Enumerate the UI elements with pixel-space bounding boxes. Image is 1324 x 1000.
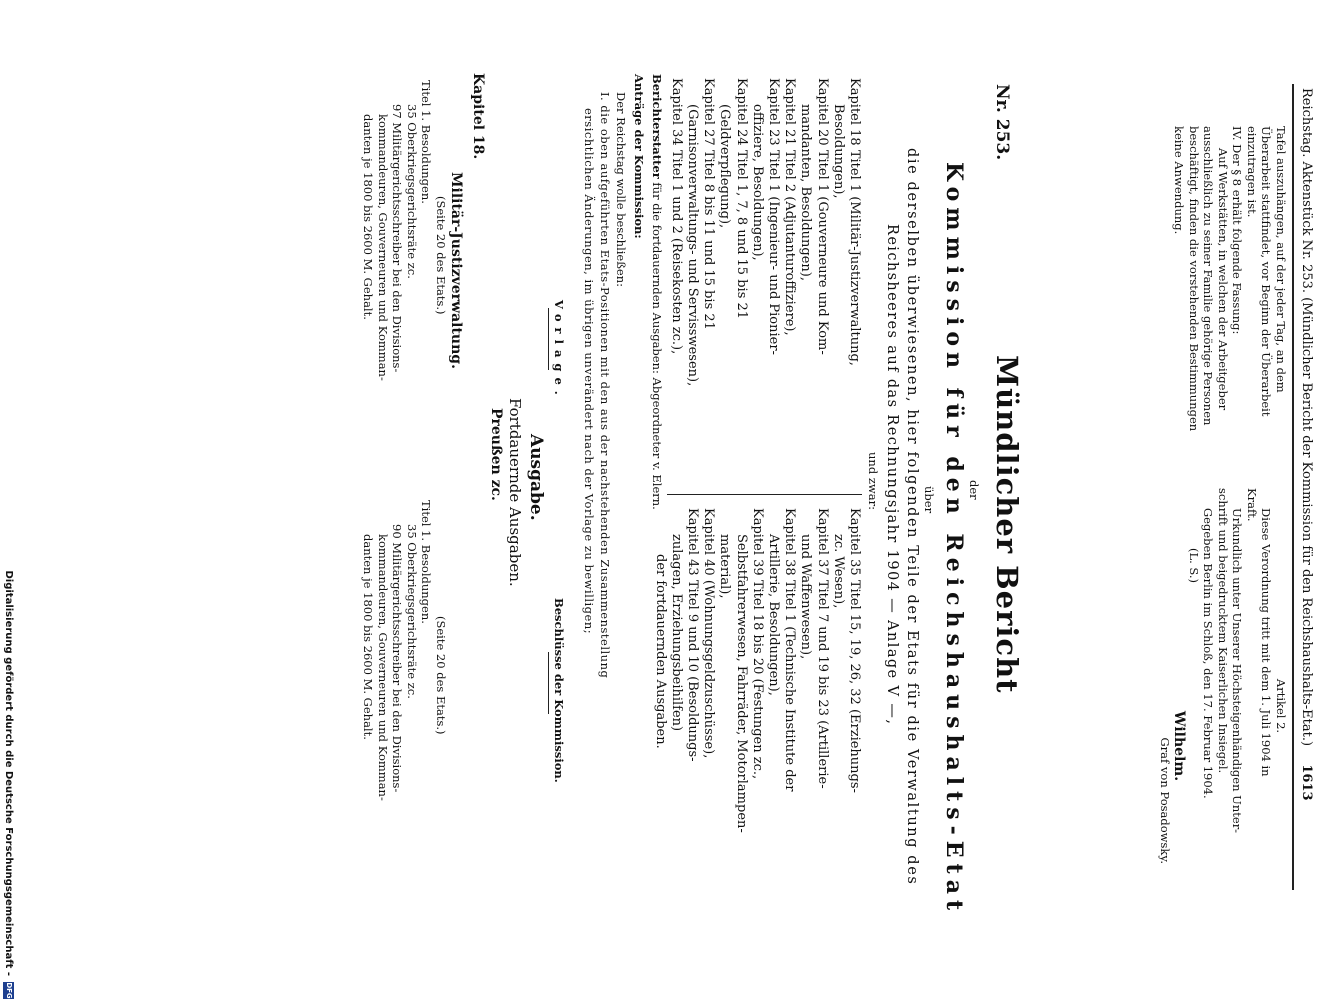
list-item: Kapitel 39 Titel 18 bis 20 (Festungen zc.,	[749, 508, 765, 780]
title-ueber: über	[922, 486, 936, 514]
list-item: Selbstfahrerwesen, Fahrräder, Motorlampen-	[733, 534, 749, 833]
kapitel-section: Militär-Justizverwaltung.	[448, 172, 464, 369]
list-item: Kapitel 38 Titel 1 (Technische Institute der	[782, 508, 798, 792]
document-number: Nr. 253.	[992, 84, 1012, 161]
list-item: zc. Wesen),	[830, 534, 846, 609]
vorlage-rule	[548, 308, 549, 370]
top-left-block	[1172, 126, 1288, 431]
text-line: Diese Verordnung tritt mit dem 1. Juli 1904 in	[1259, 508, 1274, 777]
items-right-column	[651, 508, 862, 833]
text-line: Tafel auszuhängen, auf der jeder Tag, an dem	[1274, 126, 1288, 393]
text-line: kommandeuren, Gouverneuren und Komman-	[376, 114, 390, 381]
digitization-footer	[0, 0, 14, 1000]
text-line: einzutragen ist.	[1245, 126, 1259, 218]
titel-heading: Titel 1. Besoldungen.	[419, 500, 434, 624]
signature: Wilhelm.	[1171, 710, 1188, 782]
ausgabe-title: Ausgabe.	[526, 434, 546, 521]
text-line: Auf Werkstätten, in welchen der Arbeitgeber	[1216, 148, 1230, 411]
text-line: danten je 1800 bis 2600 M. Gehalt.	[361, 534, 376, 740]
footer-text: Digitalisierung gefördert durch die Deutsche Forschungsgemeinschaft -	[3, 570, 14, 976]
text-line: ausschließlich zu seiner Familie gehörige Personen	[1201, 126, 1216, 426]
header-rule	[1292, 84, 1294, 890]
ausgabe-subtitle: Fortdauernde Ausgaben.	[506, 398, 524, 587]
antraege-intro: Der Reichstag wolle beschließen:	[614, 92, 628, 287]
text-line: danten je 1800 bis 2600 M. Gehalt.	[361, 114, 376, 320]
antraege-item-line-1: I. die oben aufgeführten Etats-Positionen mit den aus der nachstehenden Zusammenstellung	[598, 92, 612, 679]
list-item: Kapitel 43 Titel 9 und 10 (Besoldungs-	[684, 508, 700, 762]
list-item: Kapitel 23 Titel 1 (Ingenieur- und Pionier-	[765, 78, 781, 355]
list-item: und Waffenwesen),	[798, 534, 814, 660]
seite-ref: (Seite 20 des Etats.)	[434, 196, 448, 315]
und-zwar: und zwar:	[866, 452, 880, 510]
subject-line-2: Reichsheeres auf das Rechnungsjahr 1904 — Anlage V —,	[884, 224, 900, 726]
text-line: 35 Oberkriegsgerichtsräte zc.	[405, 104, 419, 279]
text-line: 90 Militärgerichtsschreiber bei den Divisions-	[390, 524, 405, 793]
list-item: Kapitel 24 Titel 1, 7, 8 und 15 bis 21	[733, 78, 749, 320]
subject-line-1: die derselben überwiesenen, hier folgenden Teile der Etats für die Verwaltung des	[904, 148, 920, 886]
kapitel-left-column	[361, 80, 448, 381]
countersignature: Graf von Posadowsky.	[1158, 737, 1172, 864]
antraege-item-line-2: ersichtlichen Änderungen, im übrigen unverändert nach der Vorlage zu bewilligen;	[582, 108, 596, 635]
list-item: (Geldverpflegung),	[717, 104, 733, 229]
text-line: Gegeben Berlin im Schloß, den 17. Februar 1904.	[1201, 508, 1216, 799]
artikel-heading: Artikel 2.	[1274, 678, 1288, 734]
list-item: Kapitel 34 Titel 1 und 2 (Reisekosten zc.),	[668, 78, 684, 355]
title-commission: Kommission für den Reichshaushalts-Etat	[941, 162, 967, 917]
list-item: Besoldungen),	[830, 104, 846, 199]
top-right-block	[1158, 488, 1289, 864]
titel-heading: Titel 1. Besoldungen.	[419, 80, 434, 204]
list-item: Kapitel 27 Titel 8 bis 11 und 15 bis 21	[701, 78, 717, 330]
text-line: 97 Militärgerichtsschreiber bei den Divisions-	[390, 104, 405, 373]
list-item: Kapitel 18 Titel 1 (Militär-Justizverwaltung,	[847, 78, 862, 366]
list-item: Kapitel 20 Titel 1 (Gouverneure und Kom-	[814, 78, 830, 355]
list-item: mandanten, Besoldungen),	[798, 104, 814, 282]
list-item: Kapitel 37 Titel 7 und 19 bis 23 (Artillerie-	[814, 508, 830, 789]
list-item: Kapitel 21 Titel 2 (Adjutanturoffiziere),	[782, 78, 798, 336]
seite-ref: (Seite 20 des Etats.)	[434, 616, 448, 735]
berichterstatter	[650, 74, 665, 510]
title-der: der	[967, 480, 981, 500]
text-line: Urkundlich unter Unserer Höchsteigenhändigen Unter-	[1230, 508, 1245, 834]
kapitel-right-column	[361, 500, 448, 801]
header-text: Reichstag. Aktenstück Nr. 253. (Mündlicher Bericht der Kommission für den Reichshaushalts-Etat.)	[1299, 88, 1314, 747]
list-item: der fortdauernden Ausgaben.	[652, 554, 668, 749]
seal-text: (L. S.)	[1187, 548, 1201, 584]
beschluesse-rule	[548, 652, 549, 714]
list-item: (Garnisonverwaltungs- und Servisswesen),	[684, 104, 700, 387]
list-item: material),	[717, 534, 733, 599]
text-line: schrift und beigedrucktem Kaiserlichen Insiegel.	[1216, 488, 1230, 774]
list-item: Kapitel 40 (Wohnungsgeldzuschüsse),	[701, 508, 717, 759]
country-heading: Preußen zc.	[488, 408, 504, 501]
list-item: zulagen, Erziehungsbeihilfen)	[668, 534, 684, 732]
items-left-column	[668, 78, 862, 386]
text-line: keine Anwendung.	[1172, 126, 1187, 235]
list-item: Artillerie, Besoldungen),	[765, 534, 781, 696]
text-line: Überarbeit stattfindet, vor Beginn der Überarbeit	[1259, 126, 1274, 417]
list-item: offiziere, Besoldungen),	[749, 104, 765, 261]
text-line: Kraft.	[1245, 488, 1259, 522]
dfg-logo: DFG	[5, 982, 13, 999]
text-line: IV. Der § 8 erhält folgende Fassung:	[1230, 126, 1245, 335]
list-item: Kapitel 35 Titel 15, 19, 26, 32 (Erziehungs-	[847, 508, 862, 793]
vorlage-heading: Vorlage.	[552, 300, 566, 401]
column-divider	[667, 494, 862, 495]
antraege-label: Anträge der Kommission:	[632, 74, 646, 239]
berichterstatter-label: Berichterstatter	[650, 74, 664, 179]
text-line: beschäftigt, finden die vorstehenden Bestimmungen	[1187, 126, 1201, 432]
berichterstatter-text: für die fortdauernden Ausgaben: Abgeordneter v. Elern.	[650, 182, 664, 510]
beschluesse-heading: Beschlüsse der Kommission.	[552, 598, 566, 783]
kapitel-label: Kapitel 18.	[470, 73, 486, 160]
page-number: 1613	[1299, 764, 1314, 801]
text-line: 35 Oberkriegsgerichtsräte zc.	[405, 524, 419, 699]
running-header	[1298, 88, 1314, 801]
title-main: Mündlicher Bericht	[990, 355, 1024, 694]
text-line: kommandeuren, Gouverneuren und Komman-	[376, 534, 390, 801]
